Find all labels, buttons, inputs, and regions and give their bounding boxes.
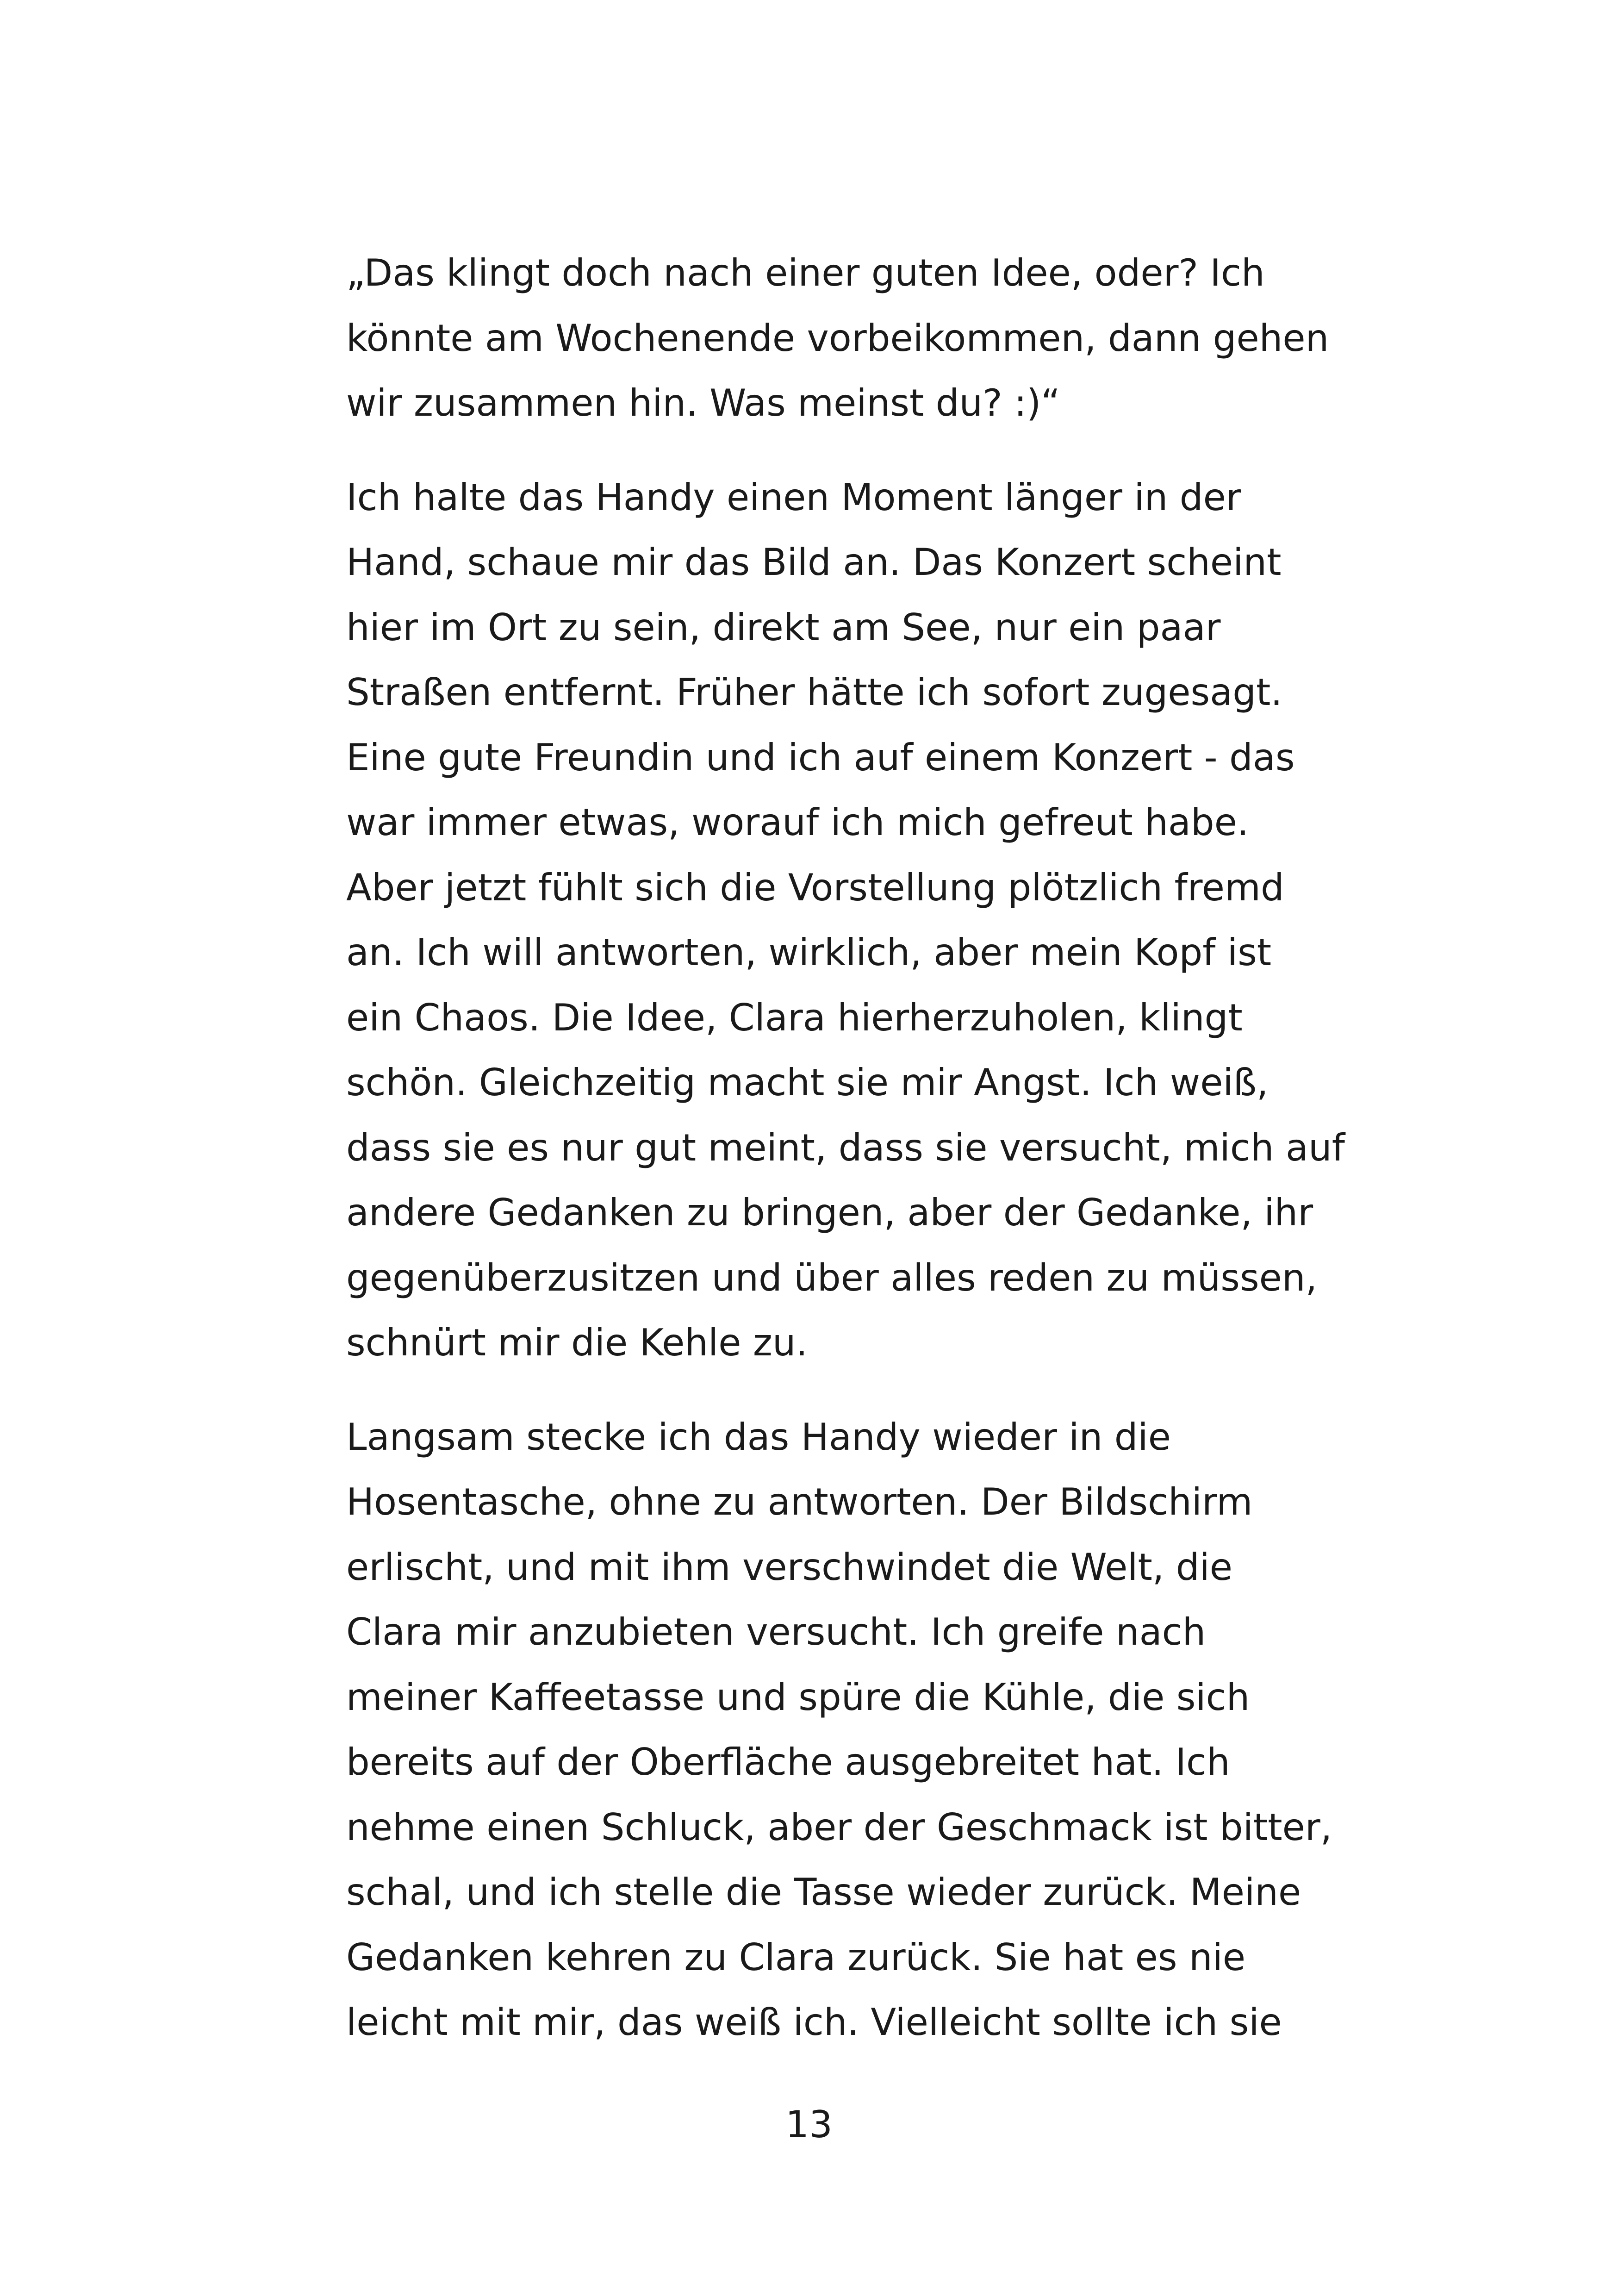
text-line: Langsam stecke ich das Handy wieder in die — [346, 1415, 1171, 1459]
text-line: ein Chaos. Die Idee, Clara hierherzuholen, klingt — [346, 996, 1243, 1039]
paragraph-2 — [346, 465, 1378, 1376]
text-line: leicht mit mir, das weiß ich. Vielleicht sollte ich sie — [346, 2001, 1282, 2044]
page-number: 13 — [785, 2103, 833, 2146]
text-line: an. Ich will antworten, wirklich, aber mein Kopf ist — [346, 931, 1272, 974]
text-line: Gedanken kehren zu Clara zurück. Sie hat es nie — [346, 1935, 1246, 1979]
paragraph-3 — [346, 1405, 1378, 2055]
text-line: andere Gedanken zu bringen, aber der Gedanke, ihr — [346, 1191, 1313, 1234]
text-line: Clara mir anzubieten versucht. Ich greife nach — [346, 1610, 1206, 1653]
text-line: bereits auf der Oberfläche ausgebreitet hat. Ich — [346, 1741, 1230, 1784]
text-line: Straßen entfernt. Früher hätte ich sofort zugesagt. — [346, 671, 1282, 714]
text-line: schal, und ich stelle die Tasse wieder zurück. Meine — [346, 1871, 1301, 1914]
text-line: wir zusammen hin. Was meinst du? :)“ — [346, 381, 1060, 424]
text-line: hier im Ort zu sein, direkt am See, nur ein paar — [346, 605, 1221, 649]
text-line: nehme einen Schluck, aber der Geschmack ist bitter, — [346, 1805, 1332, 1849]
text-line: erlischt, und mit ihm verschwindet die Welt, die — [346, 1545, 1232, 1589]
text-line: schnürt mir die Kehle zu. — [346, 1321, 808, 1364]
text-line: Aber jetzt fühlt sich die Vorstellung plötzlich fremd — [346, 866, 1284, 909]
text-line: schön. Gleichzeitig macht sie mir Angst. Ich weiß, — [346, 1061, 1269, 1104]
text-line: Eine gute Freundin und ich auf einem Konzert - das — [346, 736, 1295, 779]
text-line: war immer etwas, worauf ich mich gefreut habe. — [346, 801, 1249, 844]
paragraph-1 — [346, 241, 1378, 436]
body-text — [346, 241, 1378, 2084]
text-line: Hand, schaue mir das Bild an. Das Konzert scheint — [346, 541, 1282, 584]
text-line: könnte am Wochenende vorbeikommen, dann gehen — [346, 316, 1329, 360]
text-line: Hosentasche, ohne zu antworten. Der Bildschirm — [346, 1480, 1253, 1523]
text-line: „Das klingt doch nach einer guten Idee, oder? Ich — [346, 251, 1265, 294]
text-line: meiner Kaffeetasse und spüre die Kühle, die sich — [346, 1675, 1250, 1719]
text-line: gegenüberzusitzen und über alles reden zu müssen, — [346, 1256, 1318, 1299]
text-line: Ich halte das Handy einen Moment länger in der — [346, 475, 1241, 519]
text-line: dass sie es nur gut meint, dass sie versucht, mich auf — [346, 1126, 1345, 1169]
